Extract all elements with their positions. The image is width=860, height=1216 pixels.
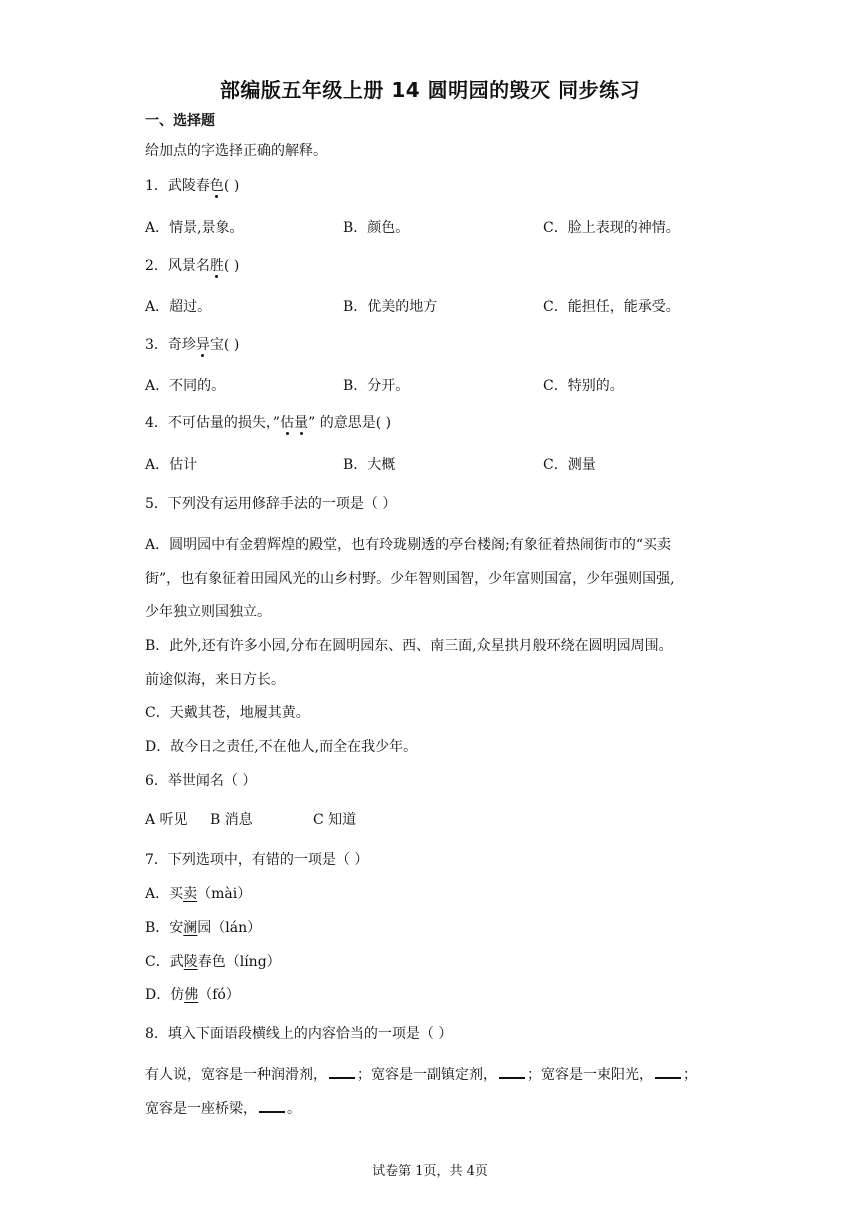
question-number: 1． <box>145 178 168 194</box>
option-text: B．安 <box>145 920 184 936</box>
option-text: C．武 <box>145 954 184 970</box>
question-text: 武陵春 <box>167 178 210 194</box>
q6-option-c[interactable]: C 知道 <box>313 812 357 828</box>
q6-option-b[interactable]: B 消息 <box>210 812 253 828</box>
dotted-char: 量 <box>294 415 309 431</box>
q1-option-a[interactable]: A．情景,景象。 <box>145 220 244 236</box>
answer-paren: 宝( ) <box>209 337 240 353</box>
underlined-char: 佛 <box>184 987 199 1003</box>
dotted-char: 异 <box>195 337 210 353</box>
q4-option-c[interactable]: C．测量 <box>543 457 596 473</box>
passage-text: ； <box>683 1067 697 1083</box>
question-number: 3． <box>145 337 168 353</box>
q2-option-a[interactable]: A．超过。 <box>145 299 212 315</box>
q7-option-d[interactable] <box>145 985 240 1005</box>
dotted-char: 胜 <box>209 258 224 274</box>
answer-paren: ( ) <box>223 258 240 274</box>
pinyin: 春色（líng） <box>197 954 281 970</box>
question-number: 2． <box>145 258 168 274</box>
question-1 <box>145 176 239 196</box>
question-number: 4． <box>145 415 168 431</box>
underlined-char: 澜 <box>183 920 198 936</box>
q7-option-b[interactable] <box>145 918 261 938</box>
instruction-text: 给加点的字选择正确的解释。 <box>145 143 327 159</box>
q5-option-d[interactable]: D．故今日之责任,不在他人,而全在我少年。 <box>145 739 418 755</box>
q1-option-c[interactable]: C．脸上表现的神情。 <box>543 220 680 236</box>
fill-blank[interactable] <box>655 1065 681 1079</box>
question-text: 奇珍 <box>167 337 196 353</box>
q8-passage-line-2 <box>145 1099 301 1119</box>
q8-passage-line-1 <box>145 1065 697 1085</box>
q2-option-c[interactable]: C．能担任，能承受。 <box>543 299 680 315</box>
q5-option-b-cont: 前途似海，来日方长。 <box>145 672 285 688</box>
pinyin: 园（lán） <box>197 920 262 936</box>
q5-option-c[interactable]: C．天戴其苍，地履其黄。 <box>145 705 310 721</box>
fill-blank[interactable] <box>329 1065 355 1079</box>
passage-text: ；宽容是一束阳光， <box>527 1067 653 1083</box>
question-7: 7．下列选项中，有错的一项是（ ） <box>145 852 369 868</box>
passage-text: 宽容是一座桥梁， <box>145 1101 257 1117</box>
page-title: 部编版五年级上册 14 圆明园的毁灭 同步练习 <box>219 78 641 102</box>
underlined-char: 卖 <box>183 886 198 902</box>
question-3 <box>145 335 239 355</box>
q7-option-a[interactable] <box>145 884 251 904</box>
fill-blank[interactable] <box>499 1065 525 1079</box>
q3-option-c[interactable]: C．特别的。 <box>543 378 624 394</box>
question-2 <box>145 256 239 276</box>
pinyin: （mài） <box>197 886 252 902</box>
q4-option-b[interactable]: B．大概 <box>343 457 396 473</box>
question-text: 不可估量的损失，” <box>167 415 281 431</box>
q5-option-a[interactable]: A．圆明园中有金碧辉煌的殿堂，也有玲珑剔透的亭台楼阁;有象征着热闹街市的“买卖 <box>145 537 671 553</box>
option-text: A．买 <box>145 886 184 902</box>
question-4 <box>145 413 391 433</box>
q1-option-b[interactable]: B．颜色。 <box>343 220 410 236</box>
q3-option-b[interactable]: B．分开。 <box>343 378 410 394</box>
option-text: D．仿 <box>145 987 185 1003</box>
passage-text: 有人说，宽容是一种润滑剂， <box>145 1067 327 1083</box>
question-8: 8．填入下面语段横线上的内容恰当的一项是（ ） <box>145 1026 453 1042</box>
q3-option-a[interactable]: A．不同的。 <box>145 378 226 394</box>
section-heading: 一、选择题 <box>145 113 215 129</box>
q6-option-a[interactable]: A 听见 <box>145 812 188 828</box>
passage-text: 。 <box>287 1101 301 1117</box>
question-5: 5．下列没有运用修辞手法的一项是（ ） <box>145 496 397 512</box>
q7-option-c[interactable] <box>145 952 281 972</box>
q5-option-b[interactable]: B．此外,还有许多小园,分布在圆明园东、西、南三面,众星拱月般环绕在圆明园周围。 <box>145 638 673 654</box>
dotted-char: 色 <box>209 178 224 194</box>
question-text: 风景名 <box>167 258 210 274</box>
q5-option-a-cont: 少年独立则国独立。 <box>145 604 271 620</box>
pinyin: （fó） <box>198 987 240 1003</box>
fill-blank[interactable] <box>259 1099 285 1113</box>
q4-option-a[interactable]: A．估计 <box>145 457 198 473</box>
question-6: 6．举世闻名（ ） <box>145 773 257 789</box>
passage-text: ；宽容是一副镇定剂， <box>357 1067 497 1083</box>
q5-option-a-cont: 街”，也有象征着田园风光的山乡村野。少年智则国智，少年富则国富，少年强则国强, <box>145 571 675 587</box>
underlined-char: 陵 <box>183 954 198 970</box>
page-footer: 试卷第 1页，共 4页 <box>372 1164 488 1179</box>
answer-paren: ” 的意思是( ) <box>308 415 392 431</box>
answer-paren: ( ) <box>223 178 240 194</box>
dotted-char: 估 <box>280 415 295 431</box>
q2-option-b[interactable]: B．优美的地方 <box>343 299 438 315</box>
